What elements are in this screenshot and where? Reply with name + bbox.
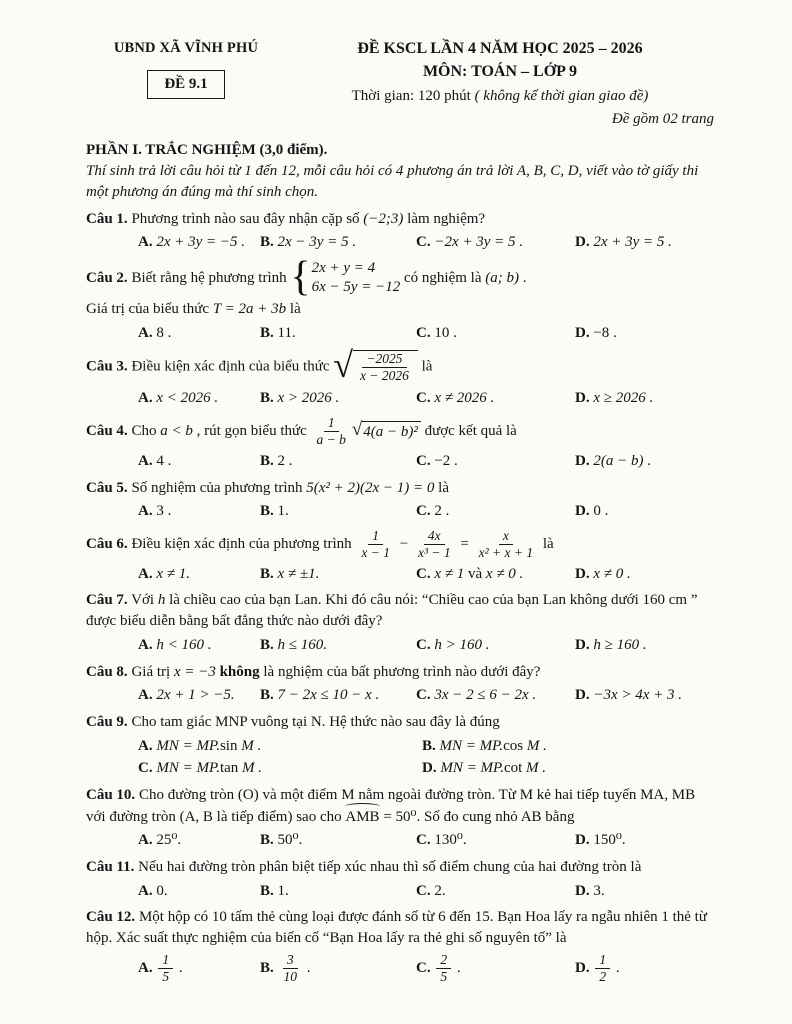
text-run: là: [286, 300, 301, 317]
text-run: là nghiệm của bất phương trình nào dưới đây?: [259, 663, 541, 680]
fraction: [311, 415, 352, 448]
question-label: Câu 8.: [86, 663, 128, 680]
option: [138, 736, 418, 757]
question-2: [86, 253, 714, 343]
question-10: [86, 785, 714, 851]
option: [575, 635, 714, 656]
question-1: [86, 209, 714, 253]
text-run: 11.: [277, 324, 296, 341]
text-run: −8 .: [593, 324, 617, 341]
math-text: M .: [522, 760, 547, 777]
option: [416, 830, 571, 851]
option: [138, 758, 418, 779]
header: [86, 38, 714, 130]
denominator: x³ − 1: [417, 544, 451, 560]
option: [575, 881, 714, 902]
question-label: Câu 9.: [86, 713, 128, 730]
math-text: T = 2a + 3b: [212, 300, 287, 317]
text-run: 2 .: [434, 503, 450, 520]
text-run: , rút gọn biểu thức: [192, 422, 311, 439]
option-letter: A.: [138, 452, 153, 469]
text-run: 3.: [593, 882, 605, 899]
math-text: h ≤ 160.: [277, 636, 327, 653]
questions-list: [86, 209, 714, 985]
text-run: và: [464, 565, 486, 582]
math-text: h: [157, 592, 166, 609]
option-letter: D.: [575, 636, 590, 653]
options: [138, 323, 714, 344]
question-label: Câu 1.: [86, 210, 128, 227]
denominator: 5: [162, 968, 170, 984]
math-text: −2x + 3y = 5 .: [434, 234, 524, 251]
exam-subject: MÔN: TOÁN – LỚP 9: [422, 63, 578, 81]
text-run: Một hộp có 10 tấm thẻ cùng loại được đánh số từ 6 đến 15. Bạn Hoa lấy ra ngẫu nhiên 1 thẻ từ hộp. Xác suất thực nghiệm của biến cố “Bạn Hoa lấy ra thẻ ghi số nguyên tố” là: [86, 909, 707, 947]
options: [138, 736, 714, 779]
option-letter: B.: [260, 565, 274, 582]
math-text: 2x − 3y = 5 .: [277, 234, 357, 251]
option-letter: D.: [575, 324, 590, 341]
option: [416, 323, 571, 344]
options: [138, 881, 714, 902]
text-run: có nghiệm là: [400, 269, 486, 286]
option-letter: C.: [416, 959, 431, 976]
math-text: M .: [523, 737, 547, 754]
math-text: x ≠ 0 .: [485, 565, 524, 582]
question-label: Câu 11.: [86, 859, 135, 876]
option-letter: D.: [422, 760, 437, 777]
option-letter: A.: [138, 832, 153, 849]
text-run: 50⁰.: [277, 832, 303, 849]
option: [138, 564, 256, 585]
option-letter: D.: [575, 687, 590, 704]
option: [575, 388, 714, 409]
option: [416, 952, 571, 985]
question-label: Câu 2.: [86, 269, 128, 286]
text-run: Cho đường tròn (O) và một điểm M nằm ngoài đường tròn. Từ M kẻ hai tiếp tuyến MA, MB với đường tròn (A, B là tiếp điểm) sao cho: [86, 786, 696, 825]
options: [138, 451, 714, 472]
text-run: .: [303, 959, 311, 976]
math-text: h > 160 .: [434, 636, 490, 653]
text-run: là: [539, 535, 554, 552]
text-run: .: [643, 452, 651, 469]
radicand: [353, 350, 418, 384]
math-text: MN = MP.: [439, 737, 504, 754]
fraction: [354, 351, 415, 384]
question-7: [86, 590, 714, 655]
equation-system: [290, 253, 401, 300]
option-letter: D.: [575, 452, 590, 469]
question-12: [86, 907, 714, 984]
text-run: Cho: [131, 422, 161, 439]
option: [416, 232, 571, 253]
option-letter: D.: [575, 959, 590, 976]
option-letter: D.: [575, 503, 590, 520]
text-run: 8 .: [156, 324, 172, 341]
question-text: [86, 209, 714, 230]
header-left: [86, 38, 286, 130]
text-run: .: [518, 269, 527, 286]
denominator: 5: [440, 968, 448, 984]
option-letter: A.: [138, 737, 153, 754]
text-run: làm nghiệm?: [403, 210, 486, 227]
text-run: cos: [503, 737, 524, 754]
math-text: x ≠ 1: [434, 565, 465, 582]
option: [138, 323, 256, 344]
option-letter: B.: [422, 737, 436, 754]
organization-name: UBND XÃ VĨNH PHÚ: [113, 40, 259, 56]
question-text: [86, 345, 714, 386]
option: [416, 388, 571, 409]
math-text: (−2;3): [363, 210, 404, 227]
text-run: được kết quả là: [420, 422, 517, 439]
math-text: 3x − 2 ≤ 6 − 2x .: [434, 687, 537, 704]
fraction: [156, 952, 175, 985]
text-run: −: [395, 535, 412, 552]
option-letter: A.: [138, 234, 153, 251]
numerator: 1: [595, 952, 610, 969]
option: [138, 830, 256, 851]
option: [138, 685, 256, 706]
option: [575, 564, 714, 585]
math-text: x = −3: [173, 663, 216, 680]
text-run: 2.: [434, 882, 446, 899]
option: [138, 952, 256, 985]
text-run: sin: [219, 737, 238, 754]
bold-text: không: [219, 663, 260, 680]
option: [422, 758, 714, 779]
question-text: [86, 857, 714, 878]
option: [416, 451, 571, 472]
math-text: 2x + 1 > −5.: [156, 687, 235, 704]
text-run: .: [453, 959, 461, 976]
question-text: [86, 662, 714, 683]
option: [260, 635, 412, 656]
options: [138, 635, 714, 656]
math-text: 5(x² + 2)(2x − 1) = 0: [306, 479, 435, 496]
option: [416, 635, 571, 656]
equation-line: 6x − 5y = −12: [311, 279, 401, 296]
fraction: [412, 528, 457, 561]
text-run: Phương trình nào sau đây nhận cặp số: [131, 210, 364, 227]
text-run: tan: [219, 760, 239, 777]
question-6: [86, 528, 714, 585]
option-letter: B.: [260, 390, 274, 407]
radicand: 4(a − b)²: [362, 421, 421, 443]
text-run: 0.: [156, 882, 168, 899]
text-run: =: [456, 535, 473, 552]
option: [575, 501, 714, 522]
numerator: x: [499, 528, 513, 545]
text-run: .: [612, 959, 620, 976]
math-text: M .: [238, 760, 263, 777]
equation-lines: [312, 259, 401, 298]
text-run: Điều kiện xác định của phương trình: [131, 535, 356, 552]
option-letter: D.: [575, 234, 590, 251]
math-text: MN = MP.: [156, 737, 220, 754]
option: [575, 685, 714, 706]
option: [260, 685, 412, 706]
denominator: x² + x + 1: [478, 544, 534, 560]
math-text: x ≥ 2026 .: [593, 390, 654, 407]
option: [416, 685, 571, 706]
denominator: 10: [283, 968, 298, 984]
options: [138, 501, 714, 522]
text-run: Số nghiệm của phương trình: [131, 479, 307, 496]
question-9: [86, 712, 714, 779]
options: [138, 232, 714, 253]
text-run: Với: [131, 592, 158, 609]
numerator: −2025: [362, 351, 406, 368]
math-text: MN = MP.: [156, 760, 220, 777]
text-run: Giá trị của biểu thức: [86, 300, 213, 317]
question-text: [86, 415, 714, 448]
option-letter: C.: [416, 565, 431, 582]
option-letter: B.: [260, 234, 274, 251]
math-text: x ≠ 2026 .: [434, 390, 495, 407]
option-letter: B.: [260, 452, 274, 469]
option: [260, 451, 412, 472]
option-letter: C.: [416, 234, 431, 251]
math-text: (a; b): [485, 269, 519, 286]
text-run: Giá trị: [131, 663, 174, 680]
option-letter: C.: [416, 452, 431, 469]
option-letter: C.: [416, 636, 431, 653]
denominator: 2: [599, 968, 607, 984]
part-heading: PHẦN I. TRẮC NGHIỆM (3,0 điểm).: [86, 141, 328, 158]
option-letter: D.: [575, 832, 590, 849]
text-run: 25⁰.: [156, 832, 182, 849]
fraction: [355, 528, 396, 561]
question-label: Câu 6.: [86, 535, 128, 552]
option-letter: C.: [416, 687, 431, 704]
option: [260, 952, 412, 985]
math-text: x ≠ 1.: [156, 565, 190, 582]
fraction: [278, 952, 304, 985]
text-run: là chiều cao của bạn Lan. Khi đó câu nói: “Chiều cao của bạn Lan không dưới 160 cm ” được biểu diễn bằng bất đẳng thức nào dưới đây?: [86, 592, 698, 630]
text-run: = 50⁰. Số đo cung nhỏ AB bằng: [379, 808, 575, 825]
text-run: là: [434, 479, 449, 496]
text-run: Điều kiện xác định của biểu thức: [131, 358, 334, 375]
math-text: x < 2026 .: [156, 390, 219, 407]
option: [138, 451, 256, 472]
option: [575, 232, 714, 253]
option: [422, 736, 714, 757]
arc-notation: AMB: [345, 806, 379, 828]
text-run: 3 .: [156, 503, 172, 520]
option-letter: A.: [138, 565, 153, 582]
option-letter: B.: [260, 959, 274, 976]
option: [138, 388, 256, 409]
fraction: [473, 528, 540, 561]
fraction: [434, 952, 453, 985]
option: [575, 451, 714, 472]
text-run: 150⁰.: [593, 832, 626, 849]
duration-text: Thời gian: 120 phút: [351, 88, 471, 105]
option: [260, 388, 412, 409]
question-label: Câu 5.: [86, 479, 128, 496]
math-text: x ≠ 0 .: [593, 565, 631, 582]
text-run: Nếu hai đường tròn phân biệt tiếp xúc nhau thì số điểm chung của hai đường tròn là: [138, 859, 642, 876]
sqrt-expression: [333, 345, 418, 386]
text-run: là: [417, 358, 433, 375]
option: [260, 323, 412, 344]
numerator: 3: [283, 952, 298, 969]
option-letter: B.: [260, 636, 274, 653]
numerator: 4x: [424, 528, 445, 545]
option-letter: C.: [416, 324, 431, 341]
option: [138, 881, 256, 902]
options: [138, 952, 714, 985]
question-text: [86, 528, 714, 561]
option-letter: B.: [260, 324, 274, 341]
question-text: [86, 712, 714, 733]
math-text: 2x + 3y = 5 .: [593, 234, 672, 251]
numerator: 1: [368, 528, 383, 545]
option: [416, 501, 571, 522]
math-text: 7 − 2x ≤ 10 − x .: [277, 687, 380, 704]
option-letter: B.: [260, 687, 274, 704]
text-run: .: [175, 959, 183, 976]
text-run: 130⁰.: [434, 832, 467, 849]
option-letter: C.: [416, 390, 431, 407]
option-letter: C.: [416, 503, 431, 520]
option: [575, 952, 714, 985]
radical-sign: √: [333, 345, 354, 386]
text-run: cot: [503, 760, 523, 777]
options: [138, 830, 714, 851]
question-text: [86, 253, 714, 300]
question-4: [86, 415, 714, 472]
denominator: x − 2026: [360, 368, 409, 384]
options: [138, 685, 714, 706]
option: [260, 881, 412, 902]
sqrt-expression: [352, 421, 421, 443]
text-run: 1.: [277, 503, 289, 520]
question-text: [86, 785, 714, 827]
text-run: Cho tam giác MNP vuông tại N. Hệ thức nào sau đây là đúng: [131, 713, 500, 730]
exam-code: ĐỀ 9.1: [164, 76, 208, 92]
header-right: [286, 38, 714, 130]
question-label: Câu 3.: [86, 358, 128, 375]
option: [575, 323, 714, 344]
option: [260, 232, 412, 253]
question-label: Câu 10.: [86, 786, 136, 803]
exam-title: ĐỀ KSCL LẦN 4 NĂM HỌC 2025 – 2026: [357, 40, 643, 57]
option-letter: B.: [260, 832, 274, 849]
question-8: [86, 662, 714, 706]
text-run: 2 .: [277, 452, 293, 469]
denominator: x − 1: [361, 544, 390, 560]
math-text: x > 2026 .: [277, 390, 340, 407]
option-letter: D.: [575, 882, 590, 899]
question-5: [86, 478, 714, 522]
question-label: Câu 4.: [86, 422, 128, 439]
fraction: [593, 952, 612, 985]
question-label: Câu 12.: [86, 909, 136, 926]
option: [260, 830, 412, 851]
option-letter: A.: [138, 503, 153, 520]
option-letter: A.: [138, 390, 153, 407]
options: [138, 564, 714, 585]
math-text: M .: [237, 737, 262, 754]
exam-duration: [286, 86, 714, 107]
question-3: [86, 345, 714, 409]
exam-code-box: [147, 70, 224, 99]
question-text: [86, 907, 714, 948]
radical-sign: √: [351, 419, 363, 441]
math-text: x ≠ ±1.: [277, 565, 320, 582]
question-11: [86, 857, 714, 901]
options: [138, 388, 714, 409]
option-letter: B.: [260, 882, 274, 899]
option: [416, 564, 571, 585]
question-label: Câu 7.: [86, 592, 128, 609]
equation-line: 2x + y = 4: [311, 259, 376, 276]
question-text: [86, 478, 714, 499]
text-run: 1.: [277, 882, 289, 899]
option-letter: A.: [138, 959, 153, 976]
text-run: 10 .: [434, 324, 457, 341]
denominator: a − b: [316, 431, 346, 447]
math-text: 2(a − b): [593, 452, 644, 469]
option-letter: C.: [138, 760, 153, 777]
option: [138, 501, 256, 522]
option-letter: A.: [138, 636, 153, 653]
pages-note: Đề gồm 02 trang: [611, 110, 714, 127]
option-letter: A.: [138, 324, 153, 341]
option-letter: C.: [416, 832, 431, 849]
option-letter: A.: [138, 687, 153, 704]
question-text-line2: [86, 299, 714, 320]
option: [575, 830, 714, 851]
numerator: 1: [158, 952, 173, 969]
math-text: h < 160 .: [156, 636, 212, 653]
math-text: a < b: [160, 422, 193, 439]
option: [138, 232, 256, 253]
question-text: [86, 590, 714, 631]
option: [260, 564, 412, 585]
option-letter: D.: [575, 565, 590, 582]
math-text: −3x > 4x + 3 .: [593, 687, 683, 704]
duration-note: ( không kể thời gian giao đề): [470, 88, 649, 105]
option: [260, 501, 412, 522]
numerator: 2: [436, 952, 451, 969]
option: [138, 635, 256, 656]
text-run: 4 .: [156, 452, 172, 469]
text-run: 0 .: [593, 503, 609, 520]
text-run: Biết rằng hệ phương trình: [131, 269, 291, 286]
option-letter: B.: [260, 503, 274, 520]
math-text: 2x + 3y = −5 .: [156, 234, 246, 251]
brace-symbol: {: [290, 253, 311, 300]
option-letter: C.: [416, 882, 431, 899]
numerator: 1: [324, 415, 339, 432]
math-text: h ≥ 160 .: [593, 636, 647, 653]
option-letter: A.: [138, 882, 153, 899]
option-letter: D.: [575, 390, 590, 407]
text-run: −2 .: [434, 452, 458, 469]
part-instructions: Thí sinh trả lời câu hỏi từ 1 đến 12, mỗi câu hỏi có 4 phương án trả lời A, B, C, D, viết vào tờ giấy thi một phương án đúng mà thí sinh chọn.: [86, 163, 699, 200]
option: [416, 881, 571, 902]
math-text: MN = MP.: [440, 760, 504, 777]
